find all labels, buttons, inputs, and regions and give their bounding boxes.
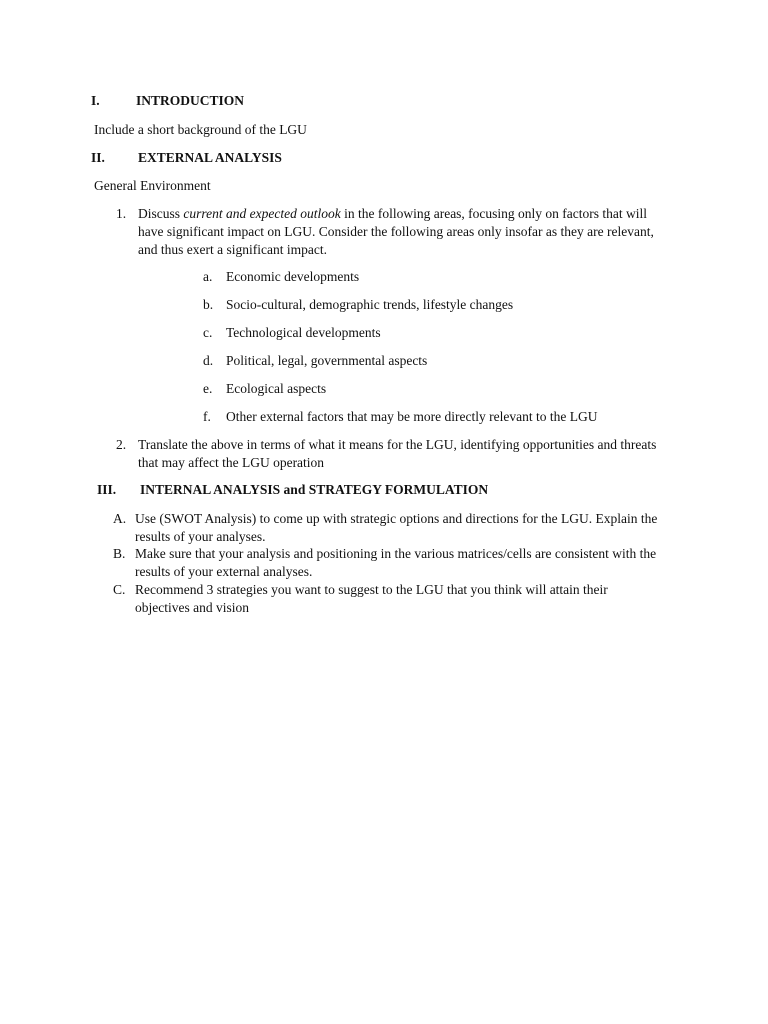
item-B-marker: B.	[113, 546, 126, 561]
item-2-marker: 2.	[116, 437, 127, 452]
subitem-f-marker: f.	[203, 409, 211, 424]
item-C-marker: C.	[113, 582, 126, 597]
item-B-text: Make sure that your analysis and positioning in the various matrices/cells are consistent with the results of your external analyses.	[135, 546, 657, 579]
subitem-c-marker: c.	[203, 325, 213, 340]
section-1-title: INTRODUCTION	[136, 93, 245, 108]
section-2-subheading: General Environment	[94, 178, 211, 193]
section-2-numeral: II.	[91, 150, 105, 165]
item-A-marker: A.	[113, 511, 127, 526]
item-A-text: Use (SWOT Analysis) to come up with strategic options and directions for the LGU. Explain the results of your analyses.	[135, 511, 658, 544]
subitem-a-marker: a.	[203, 269, 213, 284]
section-2-title: EXTERNAL ANALYSIS	[138, 150, 282, 165]
subitem-d-text: Political, legal, governmental aspects	[226, 353, 428, 368]
subitem-f-text: Other external factors that may be more directly relevant to the LGU	[226, 409, 598, 424]
subitem-e-text: Ecological aspects	[226, 381, 327, 396]
item-1-emphasis: current and expected outlook	[183, 206, 341, 221]
subitem-b-text: Socio-cultural, demographic trends, lifestyle changes	[226, 297, 514, 312]
subitem-b-marker: b.	[203, 297, 214, 312]
subitem-e-marker: e.	[203, 381, 213, 396]
subitem-d-marker: d.	[203, 353, 214, 368]
item-1-lead: Discuss	[138, 206, 184, 221]
section-3-numeral: III.	[97, 482, 117, 497]
section-1-numeral: I.	[91, 93, 100, 108]
section-3-title: INTERNAL ANALYSIS and STRATEGY FORMULATION	[140, 482, 489, 497]
item-C-text: Recommend 3 strategies you want to suggest to the LGU that you think will attain their objectives and vision	[135, 582, 608, 615]
subitem-c-text: Technological developments	[226, 325, 381, 340]
item-1-text	[138, 205, 673, 259]
item-2-text: Translate the above in terms of what it means for the LGU, identifying opportunities and threats that may affect the LGU operation	[138, 437, 657, 470]
section-1-body: Include a short background of the LGU	[94, 122, 307, 137]
item-1-rest: in the following areas, focusing only on factors that will have significant impact on LGU. Consider the following areas only insofar as they are relevant, and thus exert a significant impact.	[138, 206, 654, 257]
subitem-a-text: Economic developments	[226, 269, 360, 284]
item-1-marker: 1.	[116, 206, 127, 221]
